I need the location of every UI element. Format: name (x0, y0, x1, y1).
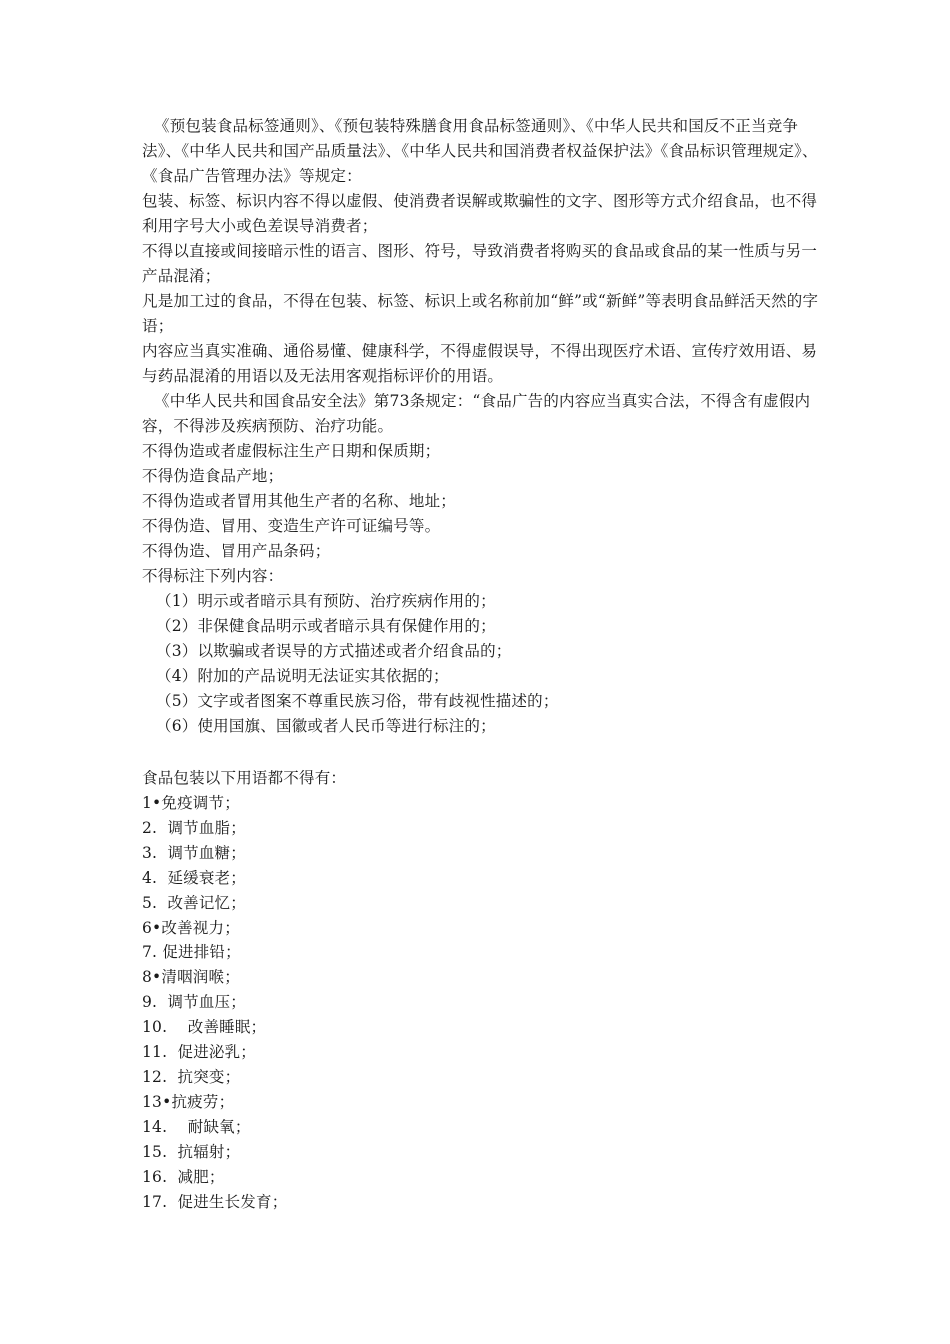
list-item: 12. 抗突变； (142, 1067, 241, 1086)
list-item: 15. 抗辐射； (142, 1142, 241, 1161)
rule-paragraph: 凡是加工过的食品，不得在包装、标签、标识上或名称前加“鲜”或“新鲜”等表明食品鲜活天然的字语； (142, 292, 819, 335)
list-item: 8•清咽润喉； (142, 968, 240, 987)
document-page (142, 114, 822, 1214)
list-item: 2. 调节血脂； (142, 818, 246, 837)
food-safety-rule: 不得伪造食品产地； (142, 467, 284, 485)
blank-line (142, 739, 822, 766)
food-safety-rule: 不得伪造或者虚假标注生产日期和保质期； (142, 442, 441, 460)
list-item: 5. 改善记忆； (142, 893, 246, 912)
laws-paragraph: 《预包装食品标签通则》、《预包装特殊膳食用食品标签通则》、《中华人民共和国反不正当竞争法》、《中华人民共和国产品质量法》、《中华人民共和国消费者权益保护法》《食品标识管理规定》、《食品广告管理办法》等规定： (142, 117, 818, 185)
food-safety-rule: 不得标注下列内容： (142, 567, 284, 585)
rule-paragraph: 内容应当真实准确、通俗易懂、健康科学，不得虚假误导，不得出现医疗术语、宣传疗效用语、易与药品混淆的用语以及无法用客观指标评价的用语。 (142, 342, 818, 385)
packaging-terms-list (142, 791, 822, 1214)
food-safety-article: 《中华人民共和国食品安全法》第73条规定：“食品广告的内容应当真实合法，不得含有虚假内容，不得涉及疾病预防、治疗功能。 (142, 392, 811, 435)
list-item: 14. 耐缺氧； (142, 1117, 251, 1136)
list-item: 1•免疫调节； (142, 794, 240, 812)
list-item: 13•抗疲劳； (142, 1092, 235, 1111)
list-item: 9. 调节血压； (142, 993, 246, 1012)
list-item: 16. 减肥； (142, 1167, 225, 1186)
list-item: 7. 促进排铅； (142, 943, 241, 962)
food-safety-rule: 不得伪造、冒用、变造生产许可证编号等。 (142, 517, 441, 535)
list-item: 17. 促进生长发育； (142, 1192, 288, 1211)
rule-paragraph: 包装、标签、标识内容不得以虚假、使消费者误解或欺骗性的文字、图形等方式介绍食品，也不得利用字号大小或色差误导消费者； (142, 192, 818, 235)
prohibited-item: （2）非保健食品明示或者暗示具有保健作用的； (156, 617, 496, 635)
rule-paragraph: 不得以直接或间接暗示性的语言、图形、符号，导致消费者将购买的食品或食品的某一性质与另一产品混淆； (142, 242, 818, 285)
prohibited-item: （1）明示或者暗示具有预防、治疗疾病作用的； (156, 592, 496, 610)
prohibited-item: （3）以欺骗或者误导的方式描述或者介绍食品的； (156, 642, 512, 660)
prohibited-item: （5）文字或者图案不尊重民族习俗，带有歧视性描述的； (156, 692, 559, 710)
food-safety-rule: 不得伪造、冒用产品条码； (142, 542, 331, 560)
food-safety-rule: 不得伪造或者冒用其他生产者的名称、地址； (142, 492, 457, 510)
list-item: 4. 延缓衰老； (142, 868, 246, 887)
list-item: 6•改善视力； (142, 918, 240, 937)
list-item: 11. 促进泌乳； (142, 1043, 257, 1062)
packaging-terms-heading: 食品包装以下用语都不得有： (142, 769, 347, 787)
prohibited-item: （4）附加的产品说明无法证实其依据的； (156, 667, 449, 685)
prohibited-item: （6）使用国旗、国徽或者人民币等进行标注的； (156, 717, 496, 735)
list-item: 10. 改善睡眠； (142, 1018, 267, 1037)
list-item: 3. 调节血糖； (142, 843, 246, 862)
